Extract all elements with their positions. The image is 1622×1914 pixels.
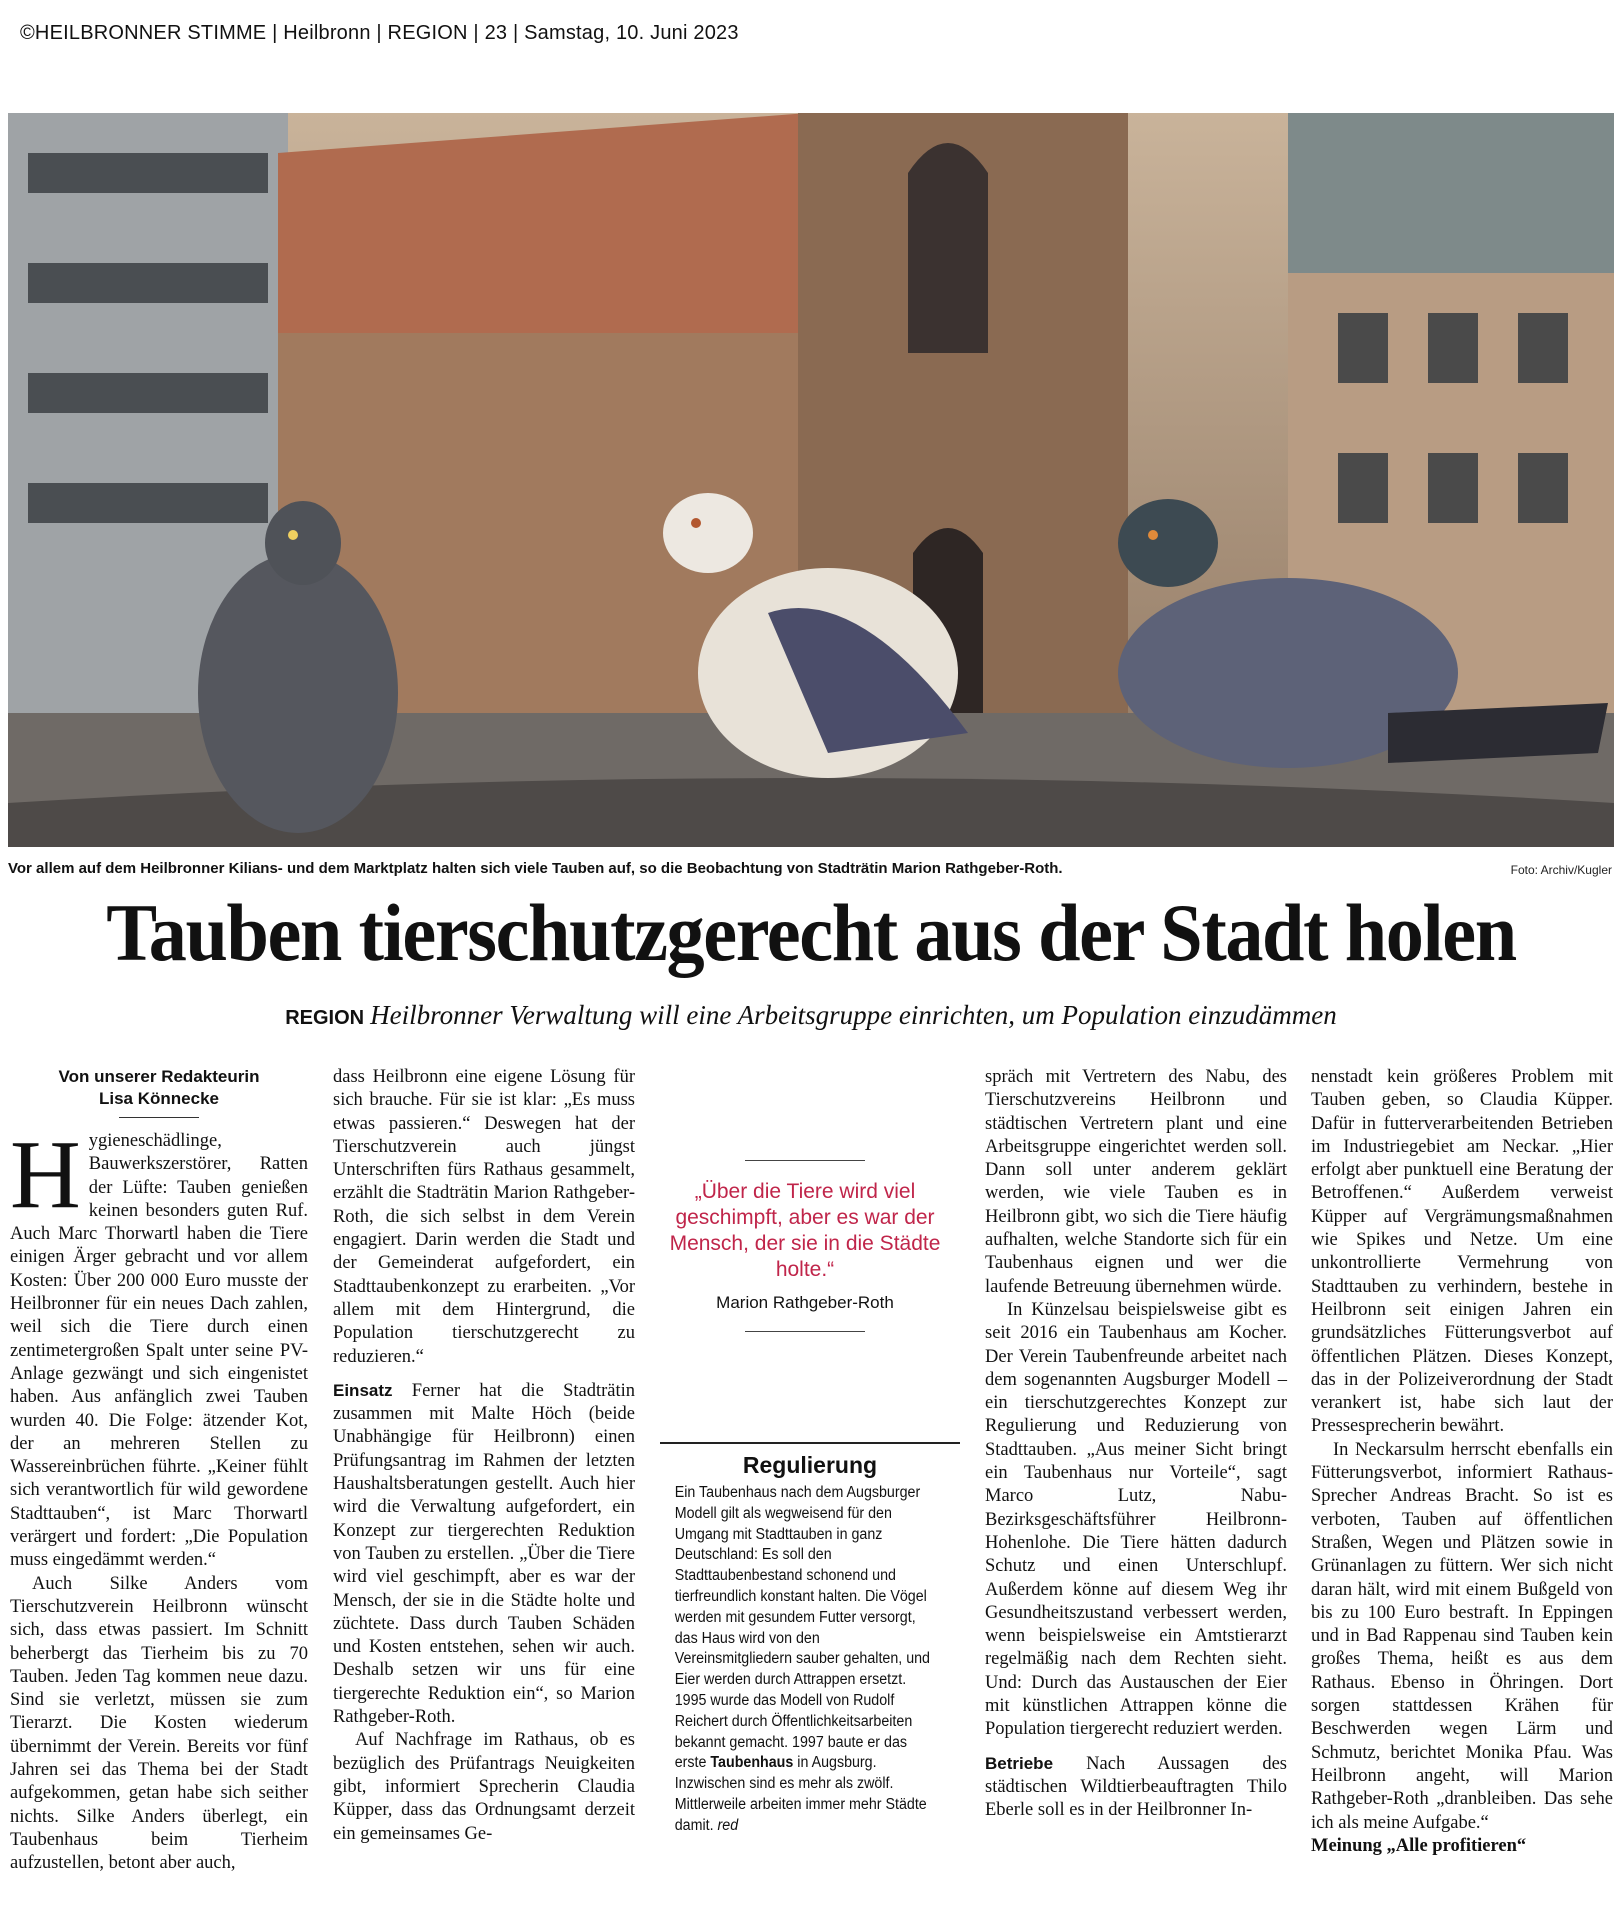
paragraph [10,1121,308,1573]
info-box-signature: red [717,1816,739,1834]
paragraph [985,1752,1287,1823]
info-box-bold: Taubenhaus [710,1754,794,1772]
divider [745,1331,865,1332]
drop-cap: H [10,1121,81,1229]
subheadline-text: Heilbronner Verwaltung will eine Arbeitsgruppe einrichten, um Population einzudämmen [370,1000,1337,1030]
paragraph-text: ygieneschädlinge, Bauwerkszerstörer, Ratten der Lüfte: Tauben genießen keinen besonders guten Ruf. Auch Marc Thorwartl haben die Tiere einigen Ärger gebracht und vor allem Kosten: Über 200 000 Euro musste der Heilbronner für ein neues Dach zahlen, weil sich die Tiere durch einen zentimetergroßen Spalt unter seine PV-Anlage gezwängt und sich eingenistet haben. Aus anfänglich zwei Tauben wurden 40. Die Folge: ätzender Kot, der an mehreren Stellen zu Wassereinbrüchen führte. „Keiner fühlt sich verantwortlich für wild gewordene Stadttauben“, ist Marc Thorwartl verärgert und fordert: „Die Population muss eingedämmt werden.“ [10,1131,308,1571]
photo-credit: Foto: Archiv/Kugler [1510,863,1612,877]
paragraph: Auf Nachfrage im Rathaus, ob es bezüglich des Prüfantrags Neuigkeiten gibt, informiert Sprecherin Claudia Küpper, dass das Ordnungsamt derzeit ein gemeinsames Ge- [333,1730,635,1844]
byline-author: Lisa Könnecke [99,1089,219,1108]
paragraph: In Neckarsulm herrscht ebenfalls ein Fütterungsverbot, informiert Rathaus-Sprecher Andreas Bracht. So ist es verboten, Tauben auf öffentlichen Straßen, Wegen und Plätzen sowie in Grünanlagen zu füttern. Wer sich nicht daran hält, wird mit einem Bußgeld von bis zu 100 Euro bestraft. In Eppingen und in Bad Rappenau sind Tauben kein großes Thema, heißt es aus dem Rathaus. Ebenso in Öhringen. Dort sorgen stattdessen Krähen für Beschwerden wegen Lärm und Schmutz, berichtet Monika Pfau. Was Heilbronn angeht, will Marion Rathgeber-Roth „dranbleiben. Das sehe ich als meine Aufgabe.“ [1311,1439,1613,1833]
page-header: ©HEILBRONNER STIMME | Heilbronn | REGION | 23 | Samstag, 10. Juni 2023 [20,22,739,44]
paragraph [333,1379,635,1729]
pigeons-photo-illustration [8,113,1614,847]
article-column-2 [333,1066,635,1846]
article-photo [8,113,1614,847]
pull-quote [660,1160,950,1332]
divider [745,1160,865,1161]
info-box-text [660,1483,952,1837]
article-column-3 [985,1066,1287,1823]
article-column-4 [1311,1066,1613,1858]
info-box-text-part: in Augsburg. Inzwischen sind es mehr als zwölf. Mittlerweile arbeiten immer mehr Städte damit. [674,1754,927,1834]
info-box-text-part: Ein Taubenhaus nach dem Augsburger Modell gilt als wegweisend für den Umgang mit Stadttauben in ganz Deutschland: Es soll den Stadttaubenbestand schonend und tierfreundlich konstant halten. Die Vögel werden mit gesundem Futter versorgt, das Haus wird von den Vereinsmitgliedern sauber gehalten, und Eier werden durch Attrappen ersetzt. 1995 wurde das Modell von Rudolf Reichert durch Öffentlichkeitsarbeiten bekannt gemacht. 1997 baute er das erste [674,1484,930,1772]
subheading: Einsatz [333,1380,393,1400]
paragraph: nenstadt kein größeres Problem mit Tauben geben, so Claudia Küpper. Dafür in futterverarbeitenden Betrieben im Industriegebiet am Neckar. „Hier erfolgt aber punktuell eine Beratung der Betroffenen.“ Außerdem verweist Küpper auf Vergrämungsmaßnahmen wie Spikes und Netze. Um eine unkontrollierte Vermehrung von Stadttauben zu verhindern, bestehe in Heilbronn seit einigen Jahren ein grundsätzliches Fütterungsverbot auf öffentlichen Plätzen. Dieses Konzept, das in der Polizeiverordnung der Stadt verankert ist, habe sich laut der Pressesprecherin bewährt. [1311,1067,1613,1437]
subheading: Betriebe [985,1753,1054,1773]
paragraph: dass Heilbronn eine eigene Lösung für sich brauche. Für sie ist klar: „Es muss etwas passieren.“ Deswegen hat der Tierschutzverein auch jüngst Unterschriften fürs Rathaus gesammelt, erzählt die Stadträtin Marion Rathgeber-Roth, die sich selbst in dem Verein engagiert. Darin werden die Stadt und der Gemeinderat aufgefordert, ein Stadttaubenkonzept zu erarbeiten. „Vor allem mit dem Hintergrund, die Population tierschutzgerecht zu reduzieren.“ [333,1067,635,1367]
paragraph-text: Nach Aussagen des städtischen Wildtierbeauftragten Thilo Eberle soll es in der Heilbronner In- [985,1753,1287,1821]
byline-role: Von unserer Redakteurin [58,1067,260,1086]
paragraph: Auch Silke Anders vom Tierschutzverein Heilbronn wünscht sich, dass etwas passiert. Im Schnitt beherbergt das Tierheim bis zu 70 Tauben. Jeden Tag kommen neue dazu. Sind sie verletzt, müssen sie zum Tierarzt. Die Kosten wiederum übernimmt der Verein. Bereits vor fünf Jahren sei das Thema bei der Stadt aufgekommen, getan habe sich seither nichts. Silke Anders überlegt, ein Taubenhaus beim Tierheim aufzustellen, betont aber auch, [10,1573,308,1874]
pull-quote-text: „Über die Tiere wird viel geschimpft, aber es war der Mensch, der sie in die Städte holte.“ [669,1180,941,1281]
paragraph-text: Ferner hat die Stadträtin zusammen mit Malte Höch (beide Unabhängige für Heilbronn) einen Prüfungsantrag im Rahmen der letzten Haushaltsberatungen gestellt. Auch hier wird die Verwaltung aufgefordert, ein Konzept zur tiergerechten Reduktion von Tauben zu erstellen. „Über die Tiere wird viel geschimpft, aber es war der Mensch, der sie in die Städte holte und züchtete. Dass durch Tauben Schäden und Kosten entstehen, sehen wir auch. Deshalb setzen wir uns für eine tiergerechte Reduktion ein“, so Marion Rathgeber-Roth. [333,1380,635,1728]
paragraph: spräch mit Vertretern des Nabu, des Tierschutzvereins Heilbronn und städtischen Vertretern plant und eine Arbeitsgruppe eingerichtet werden soll. Dann soll unter anderem geklärt werden, wie viele Tauben es in Heilbronn gibt, wo sich die Tiere häufig aufhalten, welche Standorte sich für ein Taubenhaus eignen und wer die laufende Betreuung übernehmen würde. [985,1067,1287,1297]
section-kicker: REGION [285,1007,365,1029]
headline: Tauben tierschutzgerecht aus der Stadt holen [106,887,1516,978]
byline [10,1066,308,1118]
photo-caption: Vor allem auf dem Heilbronner Kilians- und dem Marktplatz halten sich viele Tauben auf, so die Beobachtung von Stadträtin Marion Rathgeber-Roth. [8,860,1063,877]
paragraph: In Künzelsau beispielsweise gibt es seit 2016 ein Taubenhaus am Kocher. Der Verein Taubenfreunde arbeitet nach dem sogenannten Augsburger Modell – ein tierschutzgerechtes Konzept zur Regulierung und Reduzierung von Stadttauben. „Aus meiner Sicht bringt ein Taubenhaus nur Vorteile“, sagt Marco Lutz, Nabu-Bezirksgeschäftsführer Heilbronn-Hohenlohe. Die Tiere hätten dadurch Schutz und einen Unterschlupf. Außerdem könne auf diesem Weg ihr Gesundheitszustand verbessert werden, wenn beispielsweise ein Amtstierarzt regelmäßig nach dem Rechten sieht. Und: Durch das Austauschen der Eier mit künstlichen Attrappen könne die Population tiergerecht reduziert werden. [985,1299,1287,1740]
info-box [660,1442,960,1837]
info-box-title: Regulierung [742,1452,878,1478]
pull-quote-author: Marion Rathgeber-Roth [716,1293,894,1312]
article-column-1 [10,1066,308,1876]
subheadline [0,1000,1622,1031]
related-link[interactable]: Meinung „Alle profitieren“ [1311,1835,1527,1856]
